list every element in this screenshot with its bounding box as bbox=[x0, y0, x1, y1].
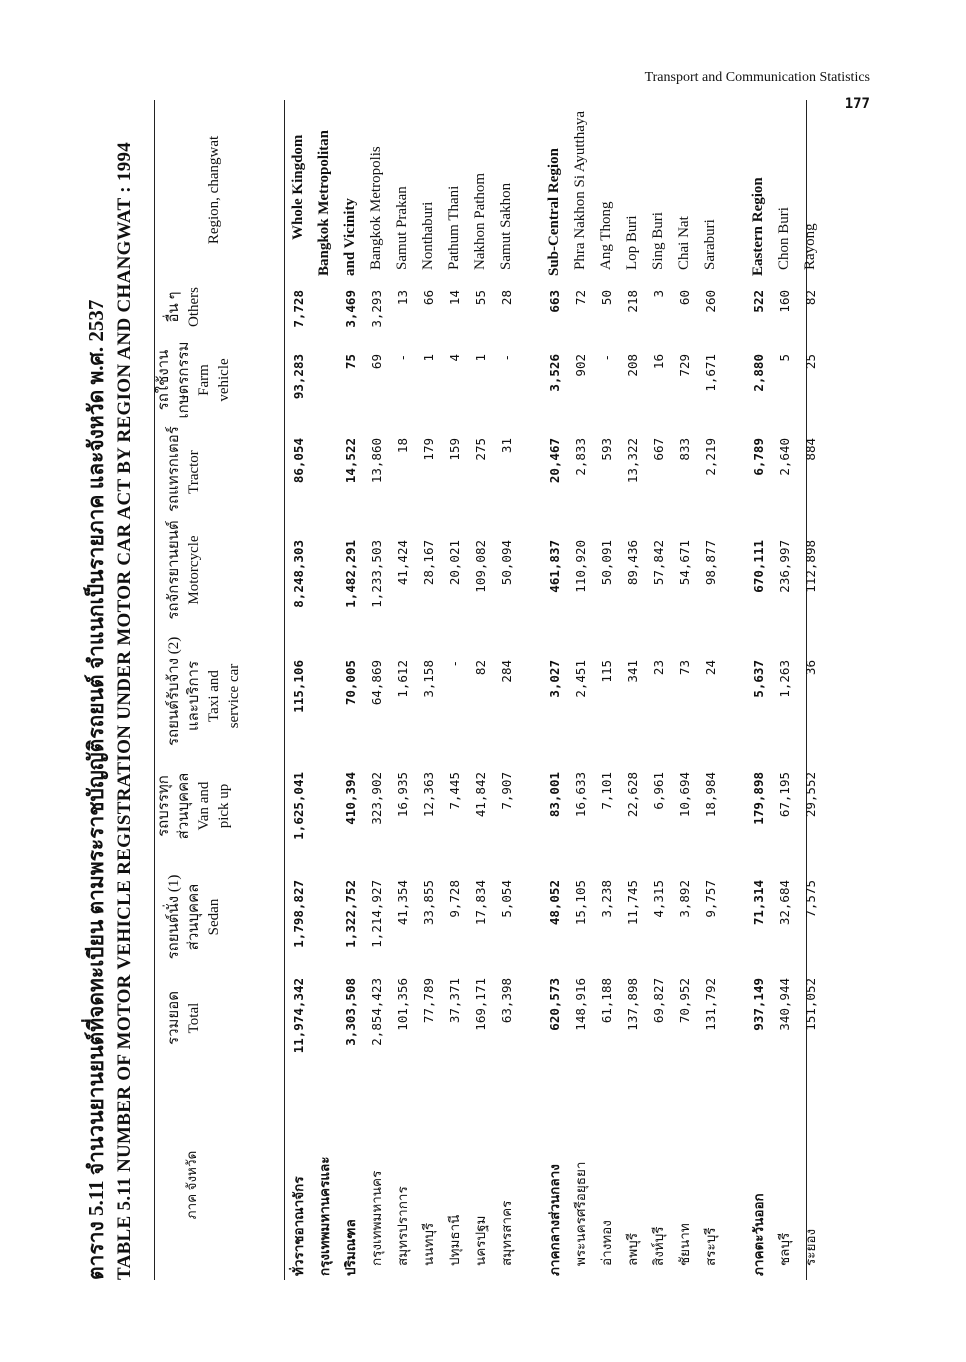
cell-tractor: 14,522 bbox=[343, 438, 358, 484]
cell-others: 14 bbox=[447, 290, 462, 306]
cell-region-english: Chai Nat bbox=[676, 216, 692, 270]
cell-farm-vehicle: 75 bbox=[343, 354, 358, 370]
cell-van: 323,902 bbox=[369, 772, 384, 825]
header-others: อื่น ๆ Others bbox=[166, 287, 202, 327]
cell-others: 7,728 bbox=[291, 290, 306, 328]
cell-total: 620,573 bbox=[547, 978, 562, 1031]
cell-motorcycle: 112,898 bbox=[803, 540, 818, 593]
header-english-region: Region, changwat bbox=[206, 135, 222, 245]
cell-region-thai: ชัยนาท bbox=[677, 1223, 692, 1266]
table-row bbox=[416, 100, 441, 1280]
table-row bbox=[568, 100, 593, 1280]
cell-sedan: 5,054 bbox=[499, 880, 514, 918]
cell-farm-vehicle: 25 bbox=[803, 354, 818, 370]
cell-tractor: 31 bbox=[499, 438, 514, 454]
cell-total: 11,974,342 bbox=[291, 978, 306, 1054]
cell-sedan: 32,684 bbox=[777, 880, 792, 926]
cell-van: 10,694 bbox=[677, 772, 692, 818]
table-row bbox=[494, 100, 519, 1280]
cell-van: 41,842 bbox=[473, 772, 488, 818]
cell-others: 160 bbox=[777, 290, 792, 313]
cell-tractor: 2,640 bbox=[777, 438, 792, 476]
cell-farm-vehicle: - bbox=[499, 354, 514, 362]
cell-taxi: 3,027 bbox=[547, 660, 562, 698]
table-title-english: TABLE 5.11 NUMBER OF MOTOR VEHICLE REGISTRATION UNDER MOTOR CAR ACT BY REGION AND CHANGWAT : 1994 bbox=[114, 141, 135, 1280]
cell-van: 179,898 bbox=[751, 772, 766, 825]
cell-tractor: 6,789 bbox=[751, 438, 766, 476]
cell-tractor: 18 bbox=[395, 438, 410, 454]
cell-farm-vehicle: 16 bbox=[651, 354, 666, 370]
cell-taxi: 1,263 bbox=[777, 660, 792, 698]
cell-others: 66 bbox=[421, 290, 436, 306]
cell-region-thai: สมุทรปราการ bbox=[395, 1186, 410, 1266]
cell-taxi: 115 bbox=[599, 660, 614, 683]
header-thai-region: ภาค จังหวัด bbox=[184, 1150, 199, 1220]
leader-dots bbox=[364, 1070, 389, 1160]
header-van: รถบรรทุก ส่วนบุคคล Van and pick up bbox=[156, 772, 232, 840]
cell-sedan: 11,745 bbox=[625, 880, 640, 926]
table-row bbox=[468, 100, 493, 1280]
cell-others: 663 bbox=[547, 290, 562, 313]
cell-others: 522 bbox=[751, 290, 766, 313]
cell-motorcycle: 54,671 bbox=[677, 540, 692, 586]
cell-motorcycle bbox=[312, 540, 337, 640]
cell-van: 7,445 bbox=[447, 772, 462, 810]
cell-region-thai: ลพบุรี bbox=[625, 1233, 640, 1266]
cell-tractor: 2,219 bbox=[703, 438, 718, 476]
cell-others: 260 bbox=[703, 290, 718, 313]
cell-region-thai: นครปฐม bbox=[473, 1215, 488, 1266]
cell-van: 7,101 bbox=[599, 772, 614, 810]
cell-motorcycle: 57,842 bbox=[651, 540, 666, 586]
cell-region-english: Nakhon Pathom bbox=[472, 172, 488, 270]
cell-tractor: 13,860 bbox=[369, 438, 384, 484]
cell-motorcycle: 8,248,303 bbox=[291, 540, 306, 608]
cell-region-english: Lop Buri bbox=[624, 215, 640, 270]
cell-taxi: - bbox=[447, 660, 462, 668]
cell-farm-vehicle: 5 bbox=[777, 354, 792, 362]
cell-sedan: 4,315 bbox=[651, 880, 666, 918]
cell-taxi: 284 bbox=[499, 660, 514, 683]
cell-others: 82 bbox=[803, 290, 818, 306]
table-row bbox=[390, 100, 415, 1280]
cell-motorcycle: 41,424 bbox=[395, 540, 410, 586]
leader-dots bbox=[468, 1070, 493, 1160]
table-row bbox=[772, 100, 797, 1280]
cell-taxi: 2,451 bbox=[573, 660, 588, 698]
cell-tractor: 20,467 bbox=[547, 438, 562, 484]
cell-region-thai: อ่างทอง bbox=[599, 1220, 614, 1266]
cell-farm-vehicle: 2,880 bbox=[751, 354, 766, 392]
cell-total: 3,303,508 bbox=[343, 978, 358, 1046]
cell-region-thai: กรุงเทพมหานครและ bbox=[317, 1156, 332, 1276]
cell-total: 77,789 bbox=[421, 978, 436, 1024]
cell-total: 151,052 bbox=[803, 978, 818, 1031]
cell-motorcycle: 98,877 bbox=[703, 540, 718, 586]
cell-total: 340,944 bbox=[777, 978, 792, 1031]
cell-motorcycle: 109,082 bbox=[473, 540, 488, 593]
header-farm-vehicle: รถใช้งาน เกษตรกรรม Farm vehicle bbox=[156, 341, 232, 419]
cell-farm-vehicle: 93,283 bbox=[291, 354, 306, 400]
table-row bbox=[542, 100, 567, 1280]
cell-farm-vehicle: 902 bbox=[573, 354, 588, 377]
cell-region-thai: ทั่วราชอาณาจักร bbox=[291, 1176, 306, 1276]
cell-region-english: and Vicinity bbox=[342, 198, 358, 276]
table-row bbox=[338, 100, 363, 1280]
cell-taxi: 3,158 bbox=[421, 660, 436, 698]
cell-taxi: 73 bbox=[677, 660, 692, 676]
cell-others bbox=[312, 290, 337, 390]
cell-sedan: 17,834 bbox=[473, 880, 488, 926]
cell-tractor: 667 bbox=[651, 438, 666, 461]
cell-farm-vehicle: 208 bbox=[625, 354, 640, 377]
cell-region-thai: พระนครศรีอยุธยา bbox=[573, 1161, 588, 1266]
cell-van: 83,001 bbox=[547, 772, 562, 818]
cell-tractor: 86,054 bbox=[291, 438, 306, 484]
cell-van: 22,628 bbox=[625, 772, 640, 818]
cell-total: 137,898 bbox=[625, 978, 640, 1031]
cell-total: 937,149 bbox=[751, 978, 766, 1031]
cell-tractor: 2,833 bbox=[573, 438, 588, 476]
cell-motorcycle: 50,094 bbox=[499, 540, 514, 586]
cell-tractor: 179 bbox=[421, 438, 436, 461]
cell-taxi: 5,637 bbox=[751, 660, 766, 698]
cell-farm-vehicle: 1,671 bbox=[703, 354, 718, 392]
cell-others: 55 bbox=[473, 290, 488, 306]
cell-total: 148,916 bbox=[573, 978, 588, 1031]
cell-others: 50 bbox=[599, 290, 614, 306]
table-row bbox=[312, 100, 337, 1280]
cell-motorcycle: 110,920 bbox=[573, 540, 588, 593]
cell-van: 6,961 bbox=[651, 772, 666, 810]
table-row bbox=[286, 100, 311, 1280]
cell-region-english: Sub-Central Region bbox=[546, 148, 562, 276]
cell-farm-vehicle: 4 bbox=[447, 354, 462, 362]
cell-region-thai: ภาคกลางส่วนกลาง bbox=[547, 1164, 562, 1276]
cell-total: 101,356 bbox=[395, 978, 410, 1031]
cell-van bbox=[312, 772, 337, 872]
cell-van: 16,935 bbox=[395, 772, 410, 818]
cell-van: 7,907 bbox=[499, 772, 514, 810]
cell-region-english: Chon Buri bbox=[776, 207, 792, 270]
cell-motorcycle: 670,111 bbox=[751, 540, 766, 593]
cell-total bbox=[312, 978, 337, 1078]
table-row bbox=[442, 100, 467, 1280]
header-motorcycle: รถจักรยานยนต์ Motorcycle bbox=[166, 520, 202, 620]
cell-total: 131,792 bbox=[703, 978, 718, 1031]
cell-sedan: 15,105 bbox=[573, 880, 588, 926]
leader-dots bbox=[390, 1070, 415, 1160]
cell-region-thai: สิงห์บุรี bbox=[651, 1226, 666, 1266]
cell-total: 169,171 bbox=[473, 978, 488, 1031]
top-rule bbox=[154, 100, 155, 1280]
header-sedan: รถยนต์นั่ง (1) ส่วนบุคคล Sedan bbox=[166, 874, 222, 960]
cell-region-thai: สระบุรี bbox=[703, 1227, 718, 1266]
cell-motorcycle: 89,436 bbox=[625, 540, 640, 586]
cell-taxi: 70,005 bbox=[343, 660, 358, 706]
cell-region-thai: ระยอง bbox=[803, 1228, 818, 1266]
leader-dots bbox=[416, 1070, 441, 1160]
cell-tractor: 593 bbox=[599, 438, 614, 461]
cell-motorcycle: 236,997 bbox=[777, 540, 792, 593]
header-rule bbox=[284, 100, 285, 1280]
cell-region-thai: กรุงเทพมหานคร bbox=[369, 1170, 384, 1266]
cell-others: 72 bbox=[573, 290, 588, 306]
cell-region-english: Eastern Region bbox=[750, 177, 766, 276]
table-row bbox=[646, 100, 671, 1280]
cell-sedan: 1,214,927 bbox=[369, 880, 384, 948]
cell-region-english: Ang Thong bbox=[598, 201, 614, 270]
cell-farm-vehicle: 1 bbox=[473, 354, 488, 362]
cell-van: 29,552 bbox=[803, 772, 818, 818]
table-row bbox=[798, 100, 823, 1280]
cell-region-english: Rayong bbox=[802, 223, 818, 270]
table-row bbox=[698, 100, 723, 1280]
cell-motorcycle: 20,021 bbox=[447, 540, 462, 586]
cell-taxi: 115,106 bbox=[291, 660, 306, 713]
cell-farm-vehicle: 1 bbox=[421, 354, 436, 362]
cell-region-thai: ปริมณฑล bbox=[343, 1219, 358, 1276]
cell-total: 70,952 bbox=[677, 978, 692, 1024]
leader-dots bbox=[442, 1070, 467, 1160]
cell-region-thai: สมุทรสาคร bbox=[499, 1200, 514, 1266]
cell-farm-vehicle: - bbox=[395, 354, 410, 362]
cell-taxi: 24 bbox=[703, 660, 718, 676]
cell-taxi: 64,869 bbox=[369, 660, 384, 706]
cell-van: 16,633 bbox=[573, 772, 588, 818]
cell-sedan: 1,798,827 bbox=[291, 880, 306, 948]
cell-motorcycle: 50,091 bbox=[599, 540, 614, 586]
cell-van: 18,984 bbox=[703, 772, 718, 818]
rotated-table-page bbox=[80, 90, 880, 1280]
cell-region-english: Saraburi bbox=[702, 219, 718, 270]
leader-dots bbox=[594, 1070, 619, 1160]
table-row bbox=[746, 100, 771, 1280]
cell-taxi bbox=[312, 660, 337, 760]
cell-region-english: Sing Buri bbox=[650, 212, 666, 270]
cell-van: 67,195 bbox=[777, 772, 792, 818]
leader-dots bbox=[772, 1070, 797, 1160]
cell-sedan: 41,354 bbox=[395, 880, 410, 926]
table-row bbox=[672, 100, 697, 1280]
cell-region-thai: ภาคตะวันออก bbox=[751, 1193, 766, 1276]
cell-total: 61,188 bbox=[599, 978, 614, 1024]
cell-total: 2,854,423 bbox=[369, 978, 384, 1046]
cell-others: 3,293 bbox=[369, 290, 384, 328]
table-title-thai: ตาราง 5.11 จำนวนยานยนต์ที่จดทะเบียน ตามพระราชบัญญัติรถยนต์ จำแนกเป็นรายภาค และจังหวัด พ.ศ. 2537 bbox=[84, 299, 108, 1280]
cell-farm-vehicle: 69 bbox=[369, 354, 384, 370]
table-row bbox=[594, 100, 619, 1280]
table-row bbox=[620, 100, 645, 1280]
cell-taxi: 1,612 bbox=[395, 660, 410, 698]
table-row bbox=[364, 100, 389, 1280]
page-number: 177 bbox=[844, 96, 870, 112]
cell-tractor: 159 bbox=[447, 438, 462, 461]
cell-others: 3,469 bbox=[343, 290, 358, 328]
cell-region-english: Pathum Thani bbox=[446, 185, 462, 270]
leader-dots bbox=[672, 1070, 697, 1160]
cell-region-english: Bangkok Metropolitan bbox=[316, 130, 332, 276]
leader-dots bbox=[494, 1070, 519, 1160]
leader-dots bbox=[620, 1070, 645, 1160]
cell-taxi: 82 bbox=[473, 660, 488, 676]
cell-others: 218 bbox=[625, 290, 640, 313]
header-taxi: รถยนต์รับจ้าง (2) และบริการ Taxi and service car bbox=[166, 636, 242, 746]
cell-others: 13 bbox=[395, 290, 410, 306]
cell-others: 28 bbox=[499, 290, 514, 306]
leader-dots bbox=[798, 1070, 823, 1160]
cell-others: 60 bbox=[677, 290, 692, 306]
cell-tractor: 884 bbox=[803, 438, 818, 461]
cell-region-thai: นนทบุรี bbox=[421, 1222, 436, 1266]
cell-region-thai: ชลบุรี bbox=[777, 1232, 792, 1266]
cell-taxi: 36 bbox=[803, 660, 818, 676]
cell-motorcycle: 1,233,503 bbox=[369, 540, 384, 608]
leader-dots bbox=[646, 1070, 671, 1160]
leader-dots bbox=[568, 1070, 593, 1160]
cell-sedan: 3,892 bbox=[677, 880, 692, 918]
cell-others: 3 bbox=[651, 290, 666, 298]
cell-total: 69,827 bbox=[651, 978, 666, 1024]
cell-motorcycle: 461,837 bbox=[547, 540, 562, 593]
cell-sedan: 71,314 bbox=[751, 880, 766, 926]
cell-region-english: Bangkok Metropolis bbox=[368, 146, 384, 270]
cell-motorcycle: 1,482,291 bbox=[343, 540, 358, 608]
cell-tractor: 275 bbox=[473, 438, 488, 461]
leader-dots bbox=[698, 1070, 723, 1160]
header-total: รวมยอด Total bbox=[166, 991, 202, 1045]
running-header: Transport and Communication Statistics bbox=[644, 70, 870, 85]
cell-sedan bbox=[312, 880, 337, 980]
cell-region-english: Samut Prakan bbox=[394, 186, 410, 270]
cell-van: 12,363 bbox=[421, 772, 436, 818]
cell-motorcycle: 28,167 bbox=[421, 540, 436, 586]
cell-sedan: 1,322,752 bbox=[343, 880, 358, 948]
cell-farm-vehicle: - bbox=[599, 354, 614, 362]
cell-taxi: 341 bbox=[625, 660, 640, 683]
cell-region-english: Whole Kingdom bbox=[290, 134, 306, 240]
cell-sedan: 33,855 bbox=[421, 880, 436, 926]
cell-tractor: 833 bbox=[677, 438, 692, 461]
cell-sedan: 9,728 bbox=[447, 880, 462, 918]
cell-total: 37,371 bbox=[447, 978, 462, 1024]
cell-sedan: 48,052 bbox=[547, 880, 562, 926]
cell-region-english: Nonthaburi bbox=[420, 201, 436, 270]
cell-taxi: 23 bbox=[651, 660, 666, 676]
cell-region-english: Phra Nakhon Si Ayutthaya bbox=[572, 110, 588, 270]
header-tractor: รถแทรกเตอร์ Tractor bbox=[166, 426, 202, 512]
cell-region-thai: ปทุมธานี bbox=[447, 1214, 462, 1266]
cell-van: 1,625,041 bbox=[291, 772, 306, 840]
cell-region-english: Samut Sakhon bbox=[498, 182, 514, 270]
cell-sedan: 7,575 bbox=[803, 880, 818, 918]
cell-tractor: 13,322 bbox=[625, 438, 640, 484]
cell-sedan: 9,757 bbox=[703, 880, 718, 918]
cell-farm-vehicle: 729 bbox=[677, 354, 692, 377]
cell-van: 410,394 bbox=[343, 772, 358, 825]
cell-total: 63,398 bbox=[499, 978, 514, 1024]
cell-farm-vehicle: 3,526 bbox=[547, 354, 562, 392]
cell-sedan: 3,238 bbox=[599, 880, 614, 918]
